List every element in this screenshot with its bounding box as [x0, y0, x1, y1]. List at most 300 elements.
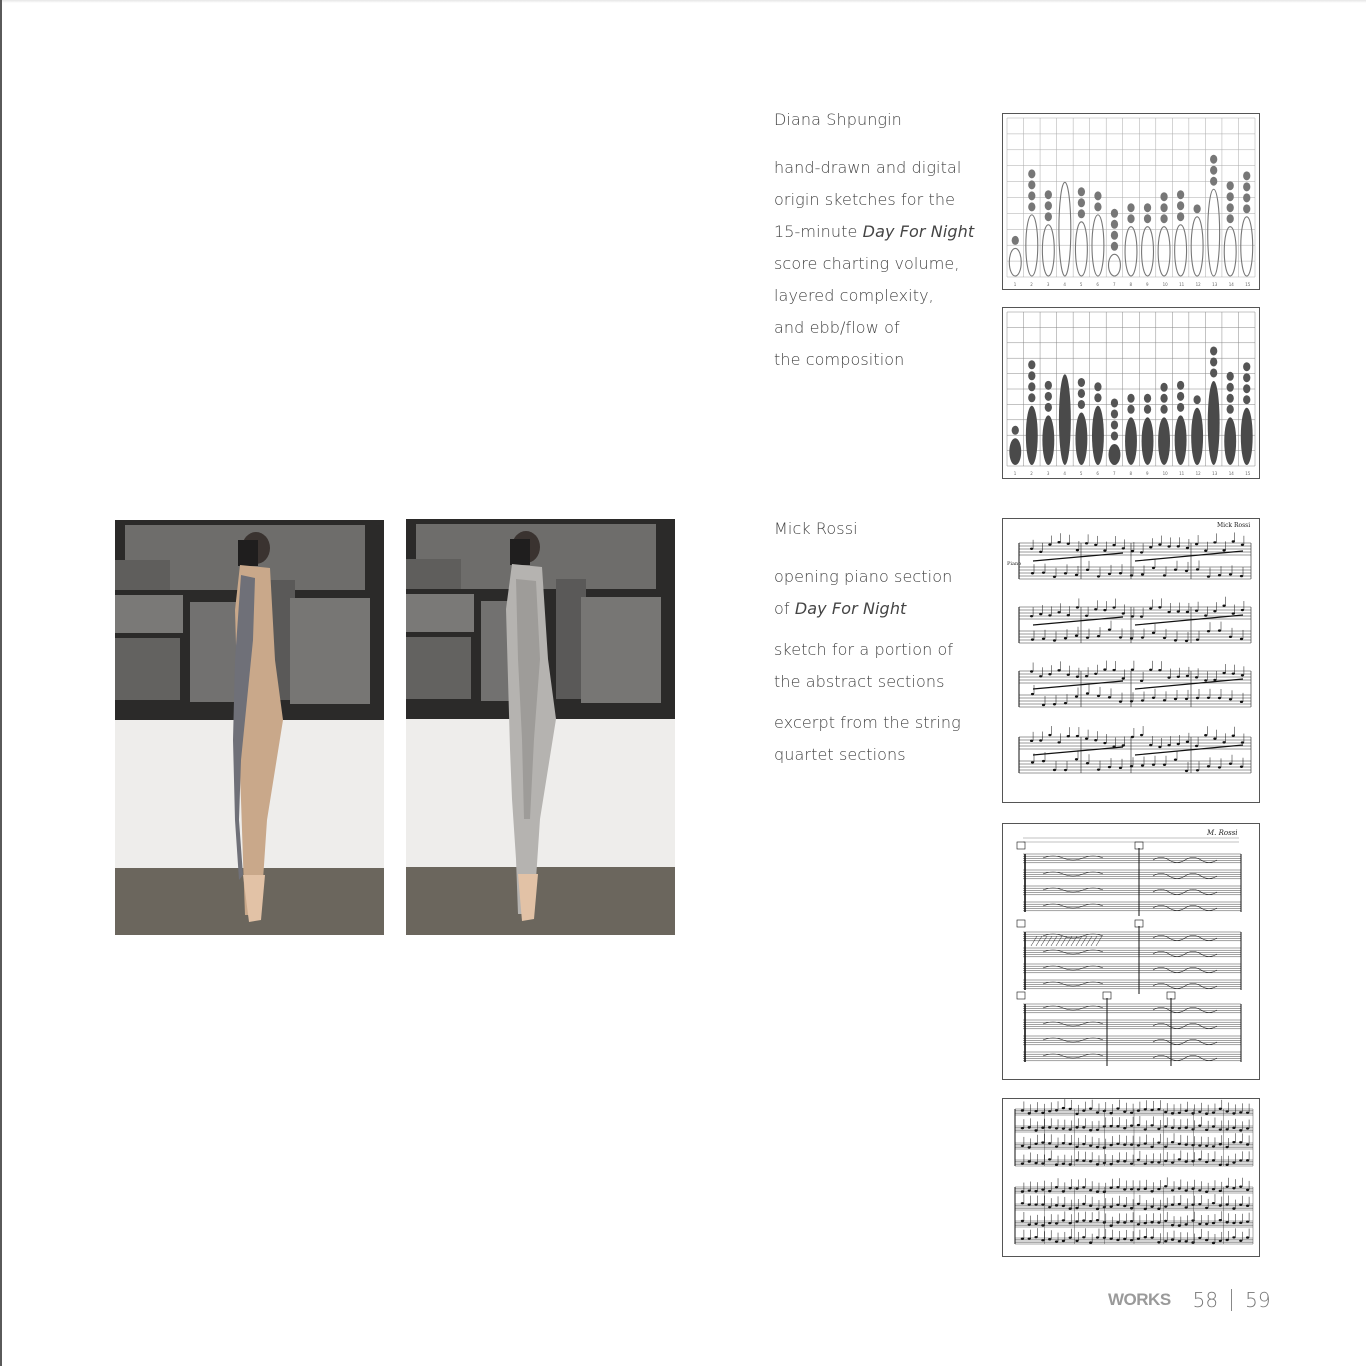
note-head: [1064, 637, 1067, 639]
caption-line: opening piano section: [774, 567, 953, 586]
note-head: [1137, 1124, 1140, 1126]
volume-shape: [1075, 222, 1087, 276]
note-head: [1163, 637, 1166, 639]
note-head: [1229, 573, 1232, 575]
volume-shape: [1241, 408, 1253, 465]
page-gutter: [0, 0, 2, 1366]
note-head: [1116, 1239, 1119, 1241]
column-number: 5: [1079, 282, 1083, 287]
volume-dot: [1160, 405, 1167, 414]
note-head: [1240, 766, 1243, 768]
note-head: [1075, 574, 1078, 576]
note-head: [1196, 568, 1199, 570]
note-head: [1123, 1205, 1126, 1207]
note-head: [1186, 675, 1189, 677]
handwritten-mark: [1043, 950, 1103, 954]
note-head: [1207, 630, 1210, 632]
note-head: [1232, 672, 1235, 674]
volume-dot: [1210, 357, 1217, 366]
note-head: [1108, 573, 1111, 575]
note-head: [1130, 1162, 1133, 1164]
column-number: 11: [1179, 282, 1185, 287]
volume-dot: [1078, 389, 1085, 398]
note-head: [1164, 1205, 1167, 1207]
note-head: [1076, 549, 1079, 551]
caption-line: and ebb/flow of: [774, 318, 900, 337]
note-head: [1130, 1112, 1133, 1114]
note-head: [1185, 1160, 1188, 1162]
caption-line: score charting volume,: [774, 254, 960, 273]
note-head: [1048, 734, 1051, 736]
note-head: [1205, 1191, 1208, 1193]
note-head: [1130, 765, 1133, 767]
note-head: [1130, 1143, 1133, 1145]
note-head: [1198, 1144, 1201, 1146]
note-head: [1094, 739, 1097, 741]
note-head: [1178, 1158, 1181, 1160]
volume-dot: [1144, 394, 1151, 403]
note-head: [1137, 1188, 1140, 1190]
note-head: [1152, 764, 1155, 766]
note-head: [1196, 639, 1199, 641]
note-head: [1167, 545, 1170, 547]
volume-dot: [1028, 202, 1035, 211]
note-head: [1108, 628, 1111, 630]
note-head: [1222, 605, 1225, 607]
volume-dot: [1243, 384, 1250, 393]
caption-diana-shpungin: [774, 110, 974, 376]
rehearsal-mark: [1017, 992, 1025, 999]
note-head: [1048, 1126, 1051, 1128]
note-head: [1229, 698, 1232, 700]
column-number: 8: [1129, 471, 1133, 476]
note-head: [1031, 638, 1034, 640]
note-head: [1086, 569, 1089, 571]
note-head: [1144, 1108, 1147, 1110]
note-head: [1191, 1112, 1194, 1114]
volume-dot: [1243, 373, 1250, 382]
note-head: [1075, 1159, 1078, 1161]
note-head: [1246, 1143, 1249, 1145]
note-head: [1164, 1145, 1167, 1147]
note-head: [1089, 1189, 1092, 1191]
column-number: 9: [1146, 282, 1149, 287]
note-head: [1212, 1125, 1215, 1127]
note-head: [1205, 1113, 1208, 1115]
note-head: [1085, 675, 1088, 677]
note-head: [1150, 1146, 1153, 1148]
note-head: [1219, 1190, 1222, 1192]
column-number: 9: [1146, 471, 1149, 476]
caption-line: origin sketches for the: [774, 190, 956, 209]
volume-dot: [1028, 191, 1035, 200]
handwritten-mark: [1043, 888, 1103, 892]
note-head: [1191, 1219, 1194, 1221]
volume-dot: [1177, 201, 1184, 210]
note-head: [1144, 1188, 1147, 1190]
note-head: [1086, 762, 1089, 764]
note-head: [1110, 1238, 1113, 1240]
note-head: [1116, 1143, 1119, 1145]
rehearsal-mark: [1017, 842, 1025, 849]
note-head: [1157, 1241, 1160, 1243]
volume-dot: [1028, 371, 1035, 380]
note-head: [1195, 745, 1198, 747]
rehearsal-mark: [1135, 842, 1143, 849]
note-head: [1053, 576, 1056, 578]
volume-shape: [1208, 381, 1220, 465]
note-head: [1239, 1240, 1242, 1242]
volume-dot: [1227, 394, 1234, 403]
note-head: [1089, 1242, 1092, 1244]
volume-dot: [1028, 360, 1035, 369]
note-head: [1152, 567, 1155, 569]
note-head: [1232, 1112, 1235, 1114]
volume-shape: [1125, 417, 1137, 465]
volume-dot: [1243, 182, 1250, 191]
note-head: [1097, 575, 1100, 577]
note-head: [1123, 1160, 1126, 1162]
note-head: [1158, 543, 1161, 545]
note-head: [1097, 768, 1100, 770]
volume-dot: [1227, 383, 1234, 392]
note-head: [1086, 636, 1089, 638]
note-head: [1089, 1160, 1092, 1162]
note-head: [1041, 1127, 1044, 1129]
volume-dot: [1144, 214, 1151, 223]
volume-dot: [1177, 392, 1184, 401]
note-head: [1207, 765, 1210, 767]
note-head: [1198, 1189, 1201, 1191]
volume-dot: [1243, 362, 1250, 371]
volume-dot: [1243, 204, 1250, 213]
handwritten-mark: [1043, 1006, 1103, 1010]
note-head: [1075, 1207, 1078, 1209]
note-head: [1157, 1208, 1160, 1210]
note-head: [1174, 639, 1177, 641]
note-head: [1158, 606, 1161, 608]
note-head: [1186, 547, 1189, 549]
volume-dot: [1177, 190, 1184, 199]
note-head: [1157, 1142, 1160, 1144]
note-head: [1171, 1161, 1174, 1163]
note-head: [1144, 1142, 1147, 1144]
note-head: [1141, 699, 1144, 701]
caption-abstract: [774, 634, 961, 698]
note-head: [1021, 1145, 1024, 1147]
note-head: [1178, 1240, 1181, 1242]
volume-shape: [1125, 227, 1137, 276]
note-head: [1048, 614, 1051, 616]
rehearsal-mark: [1167, 992, 1175, 999]
note-head: [1246, 1189, 1249, 1191]
note-head: [1096, 1111, 1099, 1113]
note-head: [1212, 1111, 1215, 1113]
note-head: [1178, 1187, 1181, 1189]
note-head: [1021, 1190, 1024, 1192]
note-head: [1075, 1187, 1078, 1189]
note-head: [1171, 1112, 1174, 1114]
note-head: [1198, 1237, 1201, 1239]
volume-dot: [1111, 409, 1118, 418]
note-head: [1096, 1219, 1099, 1221]
volume-dot: [1111, 231, 1118, 240]
note-head: [1122, 612, 1125, 614]
note-head: [1031, 572, 1034, 574]
note-head: [1219, 1143, 1222, 1145]
note-head: [1177, 743, 1180, 745]
note-head: [1185, 770, 1188, 772]
note-head: [1164, 1240, 1167, 1242]
note-head: [1119, 700, 1122, 702]
volume-shape: [1009, 438, 1021, 465]
note-head: [1055, 1127, 1058, 1129]
note-head: [1082, 1143, 1085, 1145]
note-head: [1195, 543, 1198, 545]
note-head: [1205, 1129, 1208, 1131]
note-head: [1041, 1239, 1044, 1241]
note-head: [1185, 1189, 1188, 1191]
note-head: [1241, 544, 1244, 546]
note-head: [1042, 704, 1045, 706]
volume-shape: [1191, 217, 1203, 276]
note-head: [1137, 1238, 1140, 1240]
note-head: [1116, 1160, 1119, 1162]
note-head: [1123, 1188, 1126, 1190]
note-head: [1164, 1220, 1167, 1222]
note-head: [1164, 1160, 1167, 1162]
note-head: [1137, 1223, 1140, 1225]
note-head: [1069, 1143, 1072, 1145]
note-head: [1030, 740, 1033, 742]
column-number: 14: [1228, 282, 1234, 287]
note-head: [1204, 679, 1207, 681]
section-label: WORKS: [1108, 1290, 1171, 1309]
note-head: [1082, 1109, 1085, 1111]
note-head: [1219, 1204, 1222, 1206]
note-head: [1034, 1110, 1037, 1112]
note-head: [1246, 1205, 1249, 1207]
note-head: [1112, 669, 1115, 671]
column-number: 4: [1063, 471, 1066, 476]
page-footer: [1108, 1287, 1271, 1313]
note-head: [1116, 1221, 1119, 1223]
note-head: [1085, 737, 1088, 739]
volume-dot: [1111, 242, 1118, 251]
volume-dot: [1111, 220, 1118, 229]
note-head: [1069, 1128, 1072, 1130]
note-head: [1055, 1145, 1058, 1147]
piano-score-image: [1002, 518, 1260, 803]
note-head: [1205, 1223, 1208, 1225]
volume-dot: [1160, 192, 1167, 201]
note-head: [1082, 1219, 1085, 1221]
note-head: [1041, 1224, 1044, 1226]
caption-line: layered complexity,: [774, 286, 934, 305]
note-head: [1062, 1142, 1065, 1144]
note-head: [1062, 1162, 1065, 1164]
note-head: [1031, 761, 1034, 763]
note-head: [1213, 738, 1216, 740]
note-head: [1218, 766, 1221, 768]
volume-dot: [1045, 381, 1052, 390]
note-head: [1157, 1108, 1160, 1110]
note-head: [1246, 1127, 1249, 1129]
volume-dot: [1243, 193, 1250, 202]
note-head: [1082, 1126, 1085, 1128]
note-head: [1076, 735, 1079, 737]
caption-line: excerpt from the string: [774, 713, 961, 732]
rehearsal-mark: [1103, 992, 1111, 999]
note-head: [1149, 607, 1152, 609]
note-head: [1123, 1111, 1126, 1113]
volume-dot: [1193, 395, 1200, 404]
volume-shape: [1059, 374, 1071, 465]
note-head: [1048, 1142, 1051, 1144]
note-head: [1034, 1162, 1037, 1164]
column-number: 6: [1096, 282, 1099, 287]
note-head: [1130, 637, 1133, 639]
note-head: [1103, 609, 1106, 611]
note-head: [1048, 1222, 1051, 1224]
note-head: [1028, 1237, 1031, 1239]
volume-dot: [1045, 201, 1052, 210]
note-head: [1219, 1164, 1222, 1166]
handwritten-mark: [1043, 872, 1103, 876]
note-head: [1067, 735, 1070, 737]
note-head: [1171, 1224, 1174, 1226]
note-head: [1198, 1223, 1201, 1225]
note-head: [1140, 551, 1143, 553]
note-head: [1204, 614, 1207, 616]
note-head: [1218, 697, 1221, 699]
note-head: [1089, 1145, 1092, 1147]
note-head: [1116, 1107, 1119, 1109]
handwritten-mark: [1043, 1054, 1103, 1058]
note-head: [1123, 1221, 1126, 1223]
note-head: [1207, 575, 1210, 577]
volume-dot: [1078, 400, 1085, 409]
note-head: [1096, 1236, 1099, 1238]
volume-shape: [1175, 225, 1187, 276]
note-head: [1205, 1239, 1208, 1241]
note-head: [1131, 736, 1134, 738]
artist-name: Mick Rossi: [774, 519, 858, 538]
digital-sketch: [1002, 307, 1260, 479]
note-head: [1028, 1189, 1031, 1191]
note-head: [1177, 610, 1180, 612]
column-number: 15: [1245, 282, 1251, 287]
note-head: [1191, 1144, 1194, 1146]
note-head: [1167, 676, 1170, 678]
note-head: [1137, 1109, 1140, 1111]
volume-dot: [1160, 214, 1167, 223]
note-head: [1110, 1225, 1113, 1227]
volume-shape: [1109, 444, 1121, 465]
note-head: [1130, 1188, 1133, 1190]
note-head: [1212, 1159, 1215, 1161]
note-head: [1144, 1208, 1147, 1210]
volume-dot: [1045, 190, 1052, 199]
note-head: [1034, 1129, 1037, 1131]
note-head: [1048, 543, 1051, 545]
note-head: [1042, 760, 1045, 762]
note-head: [1178, 1112, 1181, 1114]
volume-shape: [1224, 227, 1236, 276]
note-head: [1212, 1222, 1215, 1224]
note-head: [1110, 1112, 1113, 1114]
note-head: [1116, 1186, 1119, 1188]
note-head: [1130, 700, 1133, 702]
note-head: [1213, 679, 1216, 681]
note-head: [1041, 1112, 1044, 1114]
note-head: [1144, 1222, 1147, 1224]
handwritten-mark: [1043, 1038, 1103, 1042]
note-head: [1055, 1186, 1058, 1188]
note-head: [1226, 1221, 1229, 1223]
note-head: [1108, 766, 1111, 768]
work-title: Day For Night: [862, 222, 975, 241]
note-head: [1075, 1113, 1078, 1115]
volume-dot: [1227, 203, 1234, 212]
note-head: [1144, 1162, 1147, 1164]
note-head: [1097, 635, 1100, 637]
handwritten-mark: [1043, 982, 1103, 986]
note-head: [1064, 572, 1067, 574]
string-quartet-score-image: [1002, 1098, 1260, 1257]
note-head: [1069, 1163, 1072, 1165]
note-head: [1131, 669, 1134, 671]
note-head: [1028, 1126, 1031, 1128]
work-title: Day For Night: [794, 599, 907, 618]
note-head: [1110, 1163, 1113, 1165]
volume-dot: [1078, 198, 1085, 207]
note-head: [1103, 742, 1106, 744]
note-head: [1150, 1236, 1153, 1238]
note-head: [1205, 1145, 1208, 1147]
note-head: [1082, 1160, 1085, 1162]
handwritten-mark: [1043, 1022, 1103, 1026]
note-head: [1096, 1163, 1099, 1165]
volume-shape: [1109, 254, 1121, 276]
note-head: [1239, 1159, 1242, 1161]
note-head: [1075, 1146, 1078, 1148]
note-head: [1178, 1224, 1181, 1226]
note-head: [1174, 569, 1177, 571]
note-head: [1119, 636, 1122, 638]
note-head: [1039, 739, 1042, 741]
note-head: [1232, 735, 1235, 737]
note-head: [1222, 741, 1225, 743]
note-head: [1239, 1111, 1242, 1113]
note-head: [1021, 1162, 1024, 1164]
note-head: [1067, 674, 1070, 676]
note-head: [1191, 1241, 1194, 1243]
volume-dot: [1078, 187, 1085, 196]
beam: [1135, 551, 1243, 561]
column-number: 12: [1195, 282, 1201, 287]
note-head: [1149, 669, 1152, 671]
column-number: 2: [1030, 471, 1033, 476]
note-head: [1053, 639, 1056, 641]
note-head: [1232, 1187, 1235, 1189]
note-head: [1130, 1124, 1133, 1126]
note-head: [1150, 1221, 1153, 1223]
note-head: [1232, 1161, 1235, 1163]
note-head: [1057, 541, 1060, 543]
note-head: [1141, 573, 1144, 575]
caption-line: the abstract sections: [774, 672, 945, 691]
